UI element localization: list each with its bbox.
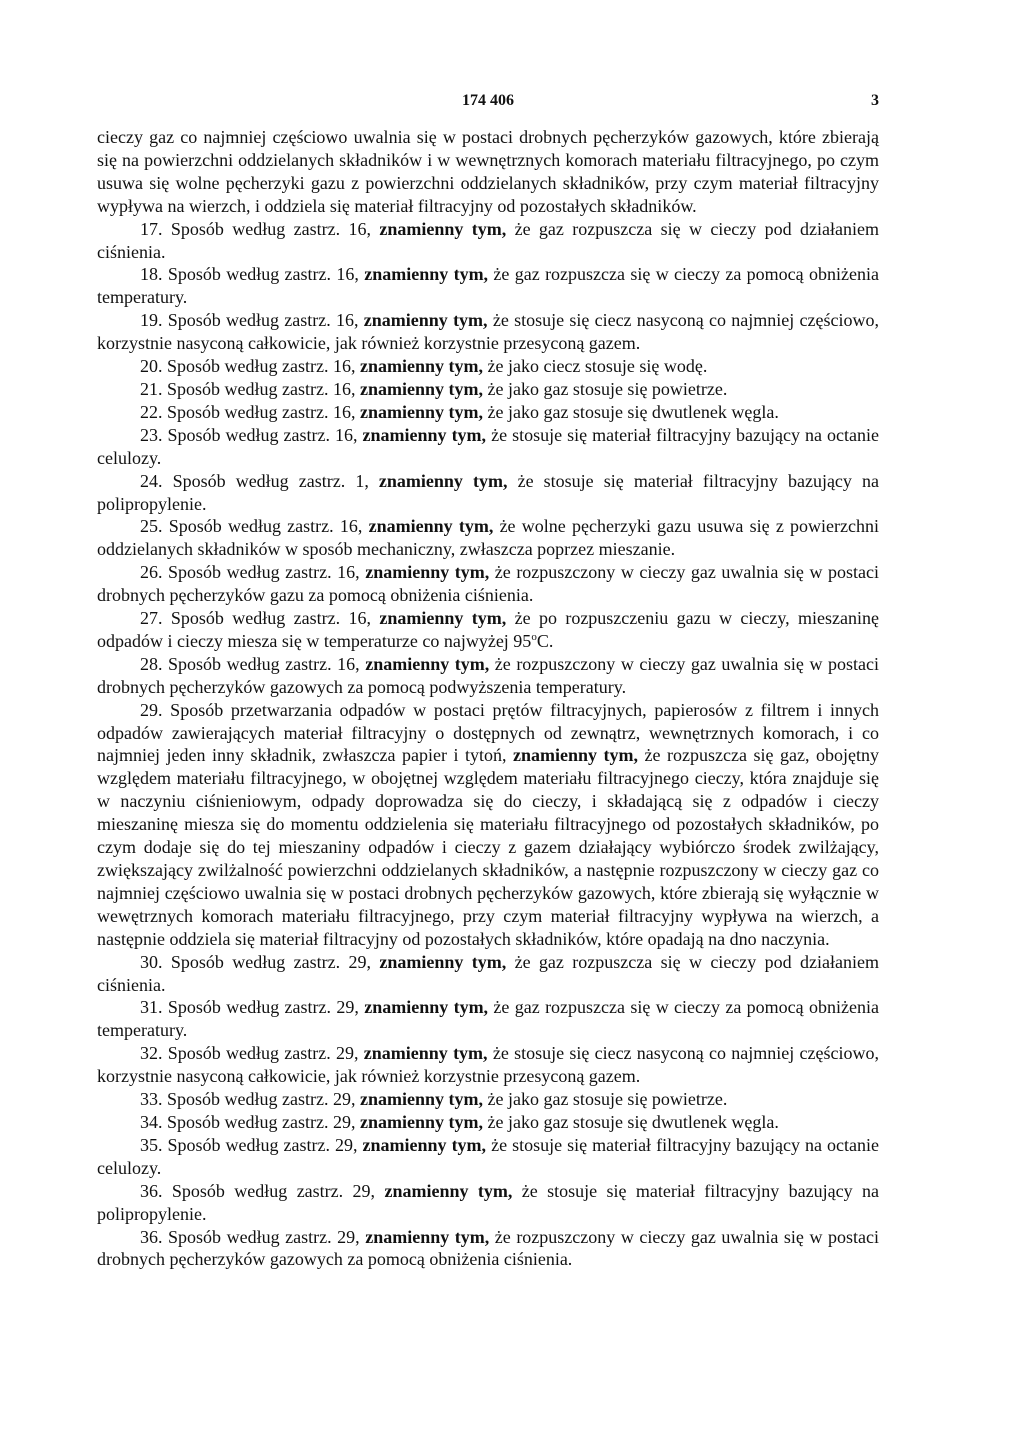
claim-text: 27. Sposób według zastrz. 16, [140, 608, 380, 629]
claim-paragraph [97, 1180, 879, 1226]
claim-characterizing-phrase: znamienny tym, [359, 356, 483, 377]
claim-text: 20. Sposób według zastrz. 16, [140, 356, 360, 377]
claim-characterizing-phrase: znamienny tym, [363, 310, 488, 331]
claim-characterizing-phrase: znamienny tym, [378, 470, 508, 491]
claim-characterizing-phrase: znamienny tym, [362, 424, 487, 445]
claim-paragraph [97, 607, 879, 653]
claim-text: że stosuje się ciecz nasyconą co najmniej częściowo, korzystnie nasyconą całkowicie, jak również korzystnie przesyconą gazem. [97, 310, 879, 354]
claim-characterizing-phrase: znamienny tym, [364, 264, 489, 285]
claim-characterizing-phrase: znamienny tym, [384, 1180, 513, 1201]
claim-text: 25. Sposób według zastrz. 16, [140, 516, 369, 537]
claim-paragraph [97, 309, 879, 355]
claims-list [97, 218, 879, 1272]
claim-text: 26. Sposób według zastrz. 16, [140, 562, 366, 583]
claim-paragraph [97, 218, 879, 264]
claim-paragraph [97, 515, 879, 561]
claim-text: że gaz rozpuszcza się w cieczy pod działaniem ciśnienia. [97, 218, 879, 262]
claim-text: że jako gaz stosuje się powietrze. [482, 378, 728, 399]
claim-paragraph [97, 1088, 879, 1111]
claim-text: 29. Sposób przetwarzania odpadów w postaci prętów filtracyjnych, papierosów z filtrem i innych odpadów zawierających materiał filtracyjny o dostępnych od zewnątrz, wewnętrznych komorach, i co najmniej jeden inny składnik, zwłaszcza papier i tytoń, [97, 699, 879, 766]
claim-paragraph [97, 996, 879, 1042]
claim-text: że rozpuszczony w cieczy gaz uwalnia się w postaci drobnych pęcherzyków gazowych za pomocą podwyższenia temperatury. [97, 653, 879, 697]
claim-text: że gaz rozpuszcza się w cieczy za pomocą obniżenia temperatury. [97, 264, 879, 308]
claim-text: 31. Sposób według zastrz. 29, [140, 997, 365, 1018]
claim-text: 33. Sposób według zastrz. 29, [140, 1089, 360, 1110]
claim-text: 34. Sposób według zastrz. 29, [140, 1111, 360, 1132]
page-number: 3 [871, 92, 879, 109]
claim-characterizing-phrase: znamienny tym, [359, 1089, 483, 1110]
claim-text: 36. Sposób według zastrz. 29, [140, 1180, 385, 1201]
claim-text: 21. Sposób według zastrz. 16, [140, 378, 360, 399]
claim-characterizing-phrase: znamienny tym, [365, 653, 490, 674]
page-header [97, 92, 879, 126]
claim-text: że stosuje się materiał filtracyjny bazujący na polipropylenie. [97, 1180, 880, 1224]
claim-characterizing-phrase: znamienny tym, [359, 378, 483, 399]
claim-paragraph [97, 401, 879, 424]
claim-paragraph [97, 424, 879, 470]
claim-text: 19. Sposób według zastrz. 16, [140, 310, 364, 331]
claim-text: że gaz rozpuszcza się w cieczy pod działaniem ciśnienia. [97, 951, 879, 995]
claims-body [97, 126, 879, 1271]
claim-characterizing-phrase: znamienny tym, [513, 745, 639, 766]
claim-text: że stosuje się materiał filtracyjny bazujący na octanie celulozy. [97, 424, 879, 468]
claim-text: że rozpuszczony w cieczy gaz uwalnia się w postaci drobnych pęcherzyków gazowych za pomocą obniżenia ciśnienia. [97, 1226, 879, 1270]
claim-text: 32. Sposób według zastrz. 29, [140, 1043, 364, 1064]
claim-characterizing-phrase: znamienny tym, [365, 1226, 490, 1247]
claim-text: że jako gaz stosuje się dwutlenek węgla. [482, 1111, 779, 1132]
claim-paragraph [97, 263, 879, 309]
claim-text: że jako gaz stosuje się dwutlenek węgla. [482, 401, 779, 422]
claim-characterizing-phrase: znamienny tym, [379, 218, 507, 239]
claim-paragraph [97, 1134, 879, 1180]
patent-number: 174 406 [462, 92, 514, 109]
claim-characterizing-phrase: znamienny tym, [363, 1043, 488, 1064]
claim-text: że rozpuszcza się gaz, obojętny względem materiału filtracyjnego, w obojętnej względem materiału filtracyjnego cieczy, która znajduje się w naczyniu ciśnieniowym, odpady doprowadza się do cieczy, i składającą się z odpadów i cieczy mieszaninę miesza się do momentu oddzielenia się materiału filtracyjnego od pozostałych składników, po czym dodaje się do tej mieszaniny odpadów i cieczy z gazem działający wybiórczo środek zwilżający, zwiększający zwilżalność powierzchni oddzielanych składników, a następnie rozpuszczony w cieczy gaz co najmniej częściowo uwalnia się w postaci drobnych pęcherzyków gazowych, które zbierają się wyłącznie w wewętrznych komorach materiału filtracyjnego, przy czym materiał filtracyjny wypływa na wierzch, a następnie oddziela się materiał filtracyjny od pozostałych składników, które opadają na dno naczynia. [97, 745, 879, 949]
claim-text: 23. Sposób według zastrz. 16, [140, 424, 363, 445]
claim-text: że jako gaz stosuje się powietrze. [482, 1089, 728, 1110]
claim-paragraph [97, 653, 879, 699]
claim-characterizing-phrase: znamienny tym, [359, 1111, 483, 1132]
claim-characterizing-phrase: znamienny tym, [379, 608, 507, 629]
claim-text: 36. Sposób według zastrz. 29, [140, 1226, 366, 1247]
claim-text: że po rozpuszczeniu gazu w cieczy, mieszaninę odpadów i cieczy miesza się w temperaturze co najwyżej 95 [97, 608, 879, 651]
claim-text: 28. Sposób według zastrz. 16, [140, 653, 366, 674]
claim-text: że stosuje się materiał filtracyjny bazujący na polipropylenie. [97, 470, 879, 514]
claim-text: 30. Sposób według zastrz. 29, [140, 951, 380, 972]
claim-paragraph [97, 951, 879, 997]
claim-text: 22. Sposób według zastrz. 16, [140, 401, 360, 422]
claim-paragraph [97, 561, 879, 607]
claim-characterizing-phrase: znamienny tym, [362, 1134, 487, 1155]
claim-characterizing-phrase: znamienny tym, [364, 997, 489, 1018]
claim-paragraph [97, 470, 879, 516]
claim-text: że gaz rozpuszcza się w cieczy za pomocą obniżenia temperatury. [97, 997, 879, 1041]
claim-text: że jako ciecz stosuje się wodę. [482, 356, 708, 377]
claim-text: 17. Sposób według zastrz. 16, [140, 218, 380, 239]
claim-paragraph [97, 1111, 879, 1134]
claim-characterizing-phrase: znamienny tym, [379, 951, 507, 972]
claim-characterizing-phrase: znamienny tym, [368, 516, 494, 537]
claim-paragraph [97, 699, 879, 951]
claim-text: że stosuje się materiał filtracyjny bazujący na octanie celulozy. [97, 1134, 879, 1178]
degree-superscript: o [531, 630, 537, 643]
claim-text: że rozpuszczony w cieczy gaz uwalnia się w postaci drobnych pęcherzyków gazu za pomocą obniżenia ciśnienia. [97, 562, 879, 606]
claim-paragraph [97, 378, 879, 401]
claim-text: że stosuje się ciecz nasyconą co najmniej częściowo, korzystnie nasyconą całkowicie, jak również korzystnie przesyconą gazem. [97, 1043, 879, 1087]
claim-text: 24. Sposób według zastrz. 1, [140, 470, 379, 491]
claim-paragraph [97, 1042, 879, 1088]
claim-text: 18. Sposób według zastrz. 16, [140, 264, 365, 285]
document-page [97, 92, 879, 1271]
claim-text: że wolne pęcherzyki gazu usuwa się z powierzchni oddzielanych składników w sposób mechaniczny, zwłaszcza poprzez mieszanie. [97, 516, 879, 560]
claim-continuation: cieczy gaz co najmniej częściowo uwalnia się w postaci drobnych pęcherzyków gazowych, które zbierają się na powierzchni oddzielanych składników i w wewnętrznych komorach materiału filtracyjnego, po czym usuwa się wolne pęcherzyki gazu z powierzchni oddzielanych składników, przy czym materiał filtracyjny wypływa na wierzch, i oddziela się materiał filtracyjny od pozostałych składników. [97, 127, 879, 216]
claim-text: C. [536, 630, 554, 651]
claim-characterizing-phrase: znamienny tym, [359, 401, 483, 422]
claim-characterizing-phrase: znamienny tym, [365, 562, 490, 583]
claim-paragraph [97, 355, 879, 378]
claim-text: 35. Sposób według zastrz. 29, [140, 1134, 363, 1155]
claim-paragraph [97, 1226, 879, 1272]
